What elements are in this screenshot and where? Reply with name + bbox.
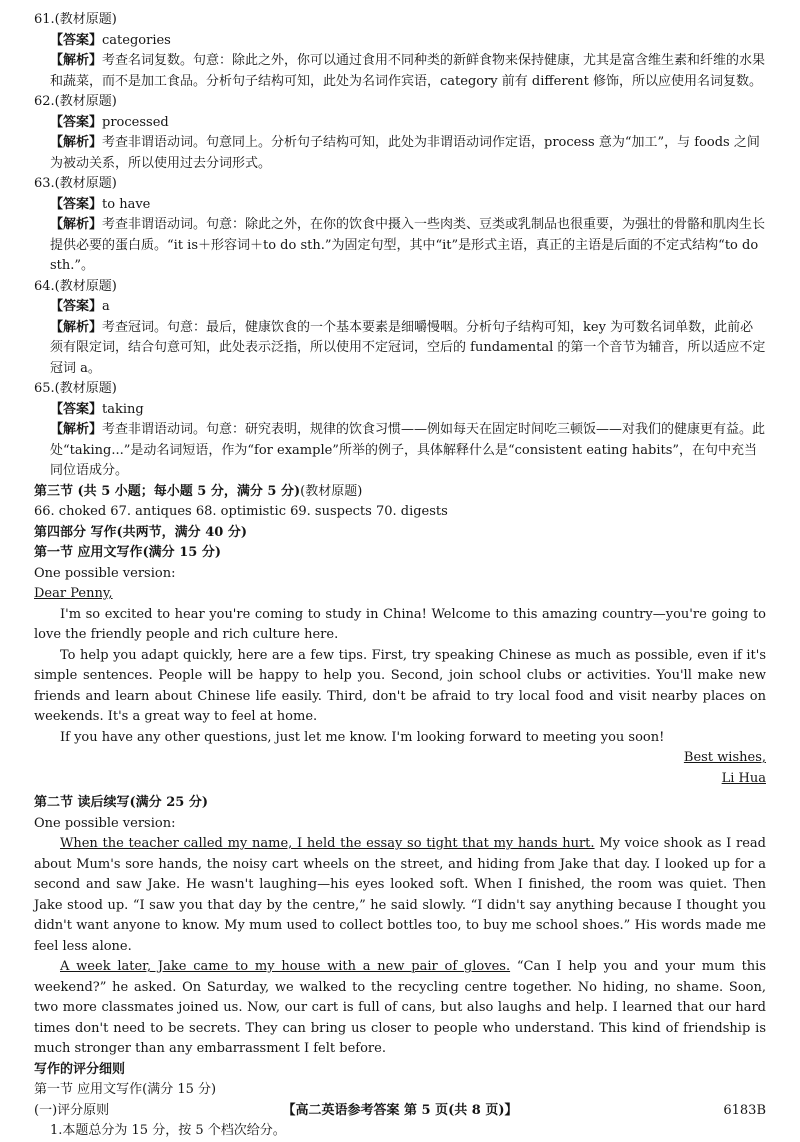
given-sentence-2: A week later, Jake came to my house with a new pair of gloves. xyxy=(60,959,511,974)
analysis-tag: 【解析】 xyxy=(50,422,103,437)
q61-answer xyxy=(34,31,766,52)
signer-name: Li Hua xyxy=(721,770,766,786)
q65-answer xyxy=(34,400,766,421)
analysis-text: 考查非谓语动词。句意：研究表明，规律的饮食习惯——例如每天在固定时间吃三顿饭——对我们的健康更有益。此处“taking...”是动名词短语，作为“for example”所举的例子，具体解释什么是“consistent eating habits”，在句中充当同位语成分。 xyxy=(50,422,766,478)
analysis-text: 考查非谓语动词。句意同上。分析句子结构可知，此处为非谓语动词作定语，process 意为“加工”，与 foods 之间为被动关系，所以使用过去分词形式。 xyxy=(50,135,760,171)
letter-salutation: Dear Penny, xyxy=(34,586,113,601)
q64-analysis xyxy=(34,318,766,380)
q62-answer xyxy=(34,113,766,134)
q63-number: 63.(教材原题) xyxy=(34,176,117,191)
answer-text: to have xyxy=(102,196,151,212)
analysis-tag: 【解析】 xyxy=(50,135,103,150)
q64-number: 64.(教材原题) xyxy=(34,278,117,294)
q62-number: 62.(教材原题) xyxy=(34,94,117,109)
page-footer xyxy=(34,1102,766,1120)
section3-title: 第三节 (共 5 小题；每小题 5 分，满分 5 分) xyxy=(34,483,301,499)
letter-paragraph-2: To help you adapt quickly, here are a few tips. First, try speaking Chinese as much as possible, even if it's simple sentences. People will be happy to help you. Second, join school clubs or activities. You'll make new friends and learn about Chinese life easily. Third, don't be afraid to try local food and visit nearby places on weekends. It's a great way to feel at home. xyxy=(34,647,766,724)
answer-text: a xyxy=(102,299,110,314)
section3-answers: 66. choked 67. antiques 68. optimistic 69. suspects 70. digests xyxy=(34,504,448,519)
section3-heading xyxy=(34,482,766,503)
answer-tag: 【答案】 xyxy=(50,32,103,48)
q62-analysis xyxy=(34,133,766,174)
answer-text: processed xyxy=(102,114,169,130)
answer-tag: 【答案】 xyxy=(50,401,103,417)
answer-text: taking xyxy=(102,401,144,417)
writing-s1-title: 第一节 应用文写作(满分 15 分) xyxy=(34,545,221,560)
footer-code: 6183B xyxy=(723,1103,766,1118)
given-sentence-1: When the teacher called my name, I held the essay so tight that my hands hurt. xyxy=(60,836,595,851)
continuation-text-2: “Can I help you and your mum this weekend?” he asked. On Saturday, we walked to the recycling centre together. No hiding, no shame. Soon, two more classmates joined us. Now, our cart is full of cans, but also laughs and help. I learned that our hard times don't need to be secrets. They can bring us closer to people who understand. This kind of friendship is much stronger than any embarrassment I felt before. xyxy=(34,959,767,1056)
rubric-title: 写作的评分细则 xyxy=(34,1061,126,1077)
continuation-text-1: My voice shook as I read about Mum's sore hands, the noisy cart wheels on the street, and hiding from Jake that day. I looked up for a second and saw Jake. He wasn't laughing—his eyes looked soft. When I finished, the room was quiet. Then Jake stood up. “I saw you that day by the centre,” he said slowly. “I didn't say anything because I thought you didn't want anyone to know. My mum used to collect bottles too, to buy me school shoes.” His words made me feel less alone. xyxy=(34,836,767,954)
part4-title: 第四部分 写作(共两节，满分 40 分) xyxy=(34,524,247,540)
letter-paragraph-3: If you have any other questions, just let me know. I'm looking forward to meeting you soon! xyxy=(60,729,665,745)
rubric-principle: (一)评分原则 xyxy=(34,1102,110,1118)
q65-number: 65.(教材原题) xyxy=(34,381,117,396)
analysis-text: 考查非谓语动词。句意：除此之外，在你的饮食中摄入一些肉类、豆类或乳制品也很重要，为强壮的骨骼和肌肉生长提供必要的蛋白质。“it is＋形容词＋to do sth.”为固定句型，其中“it”是形式主语，真正的主语是后面的不定式结构“to do sth.”。 xyxy=(50,217,766,273)
analysis-tag: 【解析】 xyxy=(50,217,103,232)
q61-number: 61.(教材原题) xyxy=(34,12,117,27)
closing-text: Best wishes, xyxy=(683,750,766,765)
analysis-tag: 【解析】 xyxy=(50,319,103,335)
writing-s2-title: 第二节 读后续写(满分 25 分) xyxy=(34,795,208,810)
footer-page-info: 【高二英语参考答案 第 5 页(共 8 页)】 xyxy=(282,1103,518,1118)
rubric-s1-title: 第一节 应用文写作(满分 15 分) xyxy=(34,1082,217,1097)
q63-answer xyxy=(34,195,766,216)
rubric-item-1: 1.本题总分为 15 分，按 5 个档次给分。 xyxy=(50,1123,286,1138)
answer-text: categories xyxy=(102,32,171,48)
answer-tag: 【答案】 xyxy=(50,114,103,130)
possible-version-label: One possible version: xyxy=(34,565,176,581)
q61-analysis xyxy=(34,51,766,92)
section3-note: (教材原题) xyxy=(300,483,363,499)
possible-version-label-2: One possible version: xyxy=(34,815,176,831)
answer-tag: 【答案】 xyxy=(50,196,103,212)
analysis-text: 考查冠词。句意：最后，健康饮食的一个基本要素是细嚼慢咽。分析句子结构可知，key 为可数名词单数，此前必须有限定词，结合句意可知，此处表示泛指，所以使用不定冠词，空后的 fundamental 的第一个音节为辅音，所以适应不定冠词 a。 xyxy=(50,319,766,376)
answer-tag: 【答案】 xyxy=(50,299,103,314)
letter-paragraph-1: I'm so excited to hear you're coming to study in China! Welcome to this amazing country—you're going to love the friendly people and rich culture here. xyxy=(34,606,766,642)
letter-signature xyxy=(34,748,766,789)
q65-analysis xyxy=(34,420,766,482)
analysis-tag: 【解析】 xyxy=(50,53,103,68)
continuation-paragraph-1 xyxy=(34,834,766,957)
signature-block xyxy=(684,748,766,789)
analysis-text: 考查名词复数。句意：除此之外，你可以通过食用不同种类的新鲜食物来保持健康，尤其是富含维生素和纤维的水果和蔬菜，而不是加工食品。分析句子结构可知，此处为名词作宾语，category 前有 different 修饰，所以应使用名词复数。 xyxy=(50,53,766,89)
q63-analysis xyxy=(34,215,766,277)
q64-answer xyxy=(34,297,766,318)
continuation-paragraph-2 xyxy=(34,957,766,1060)
